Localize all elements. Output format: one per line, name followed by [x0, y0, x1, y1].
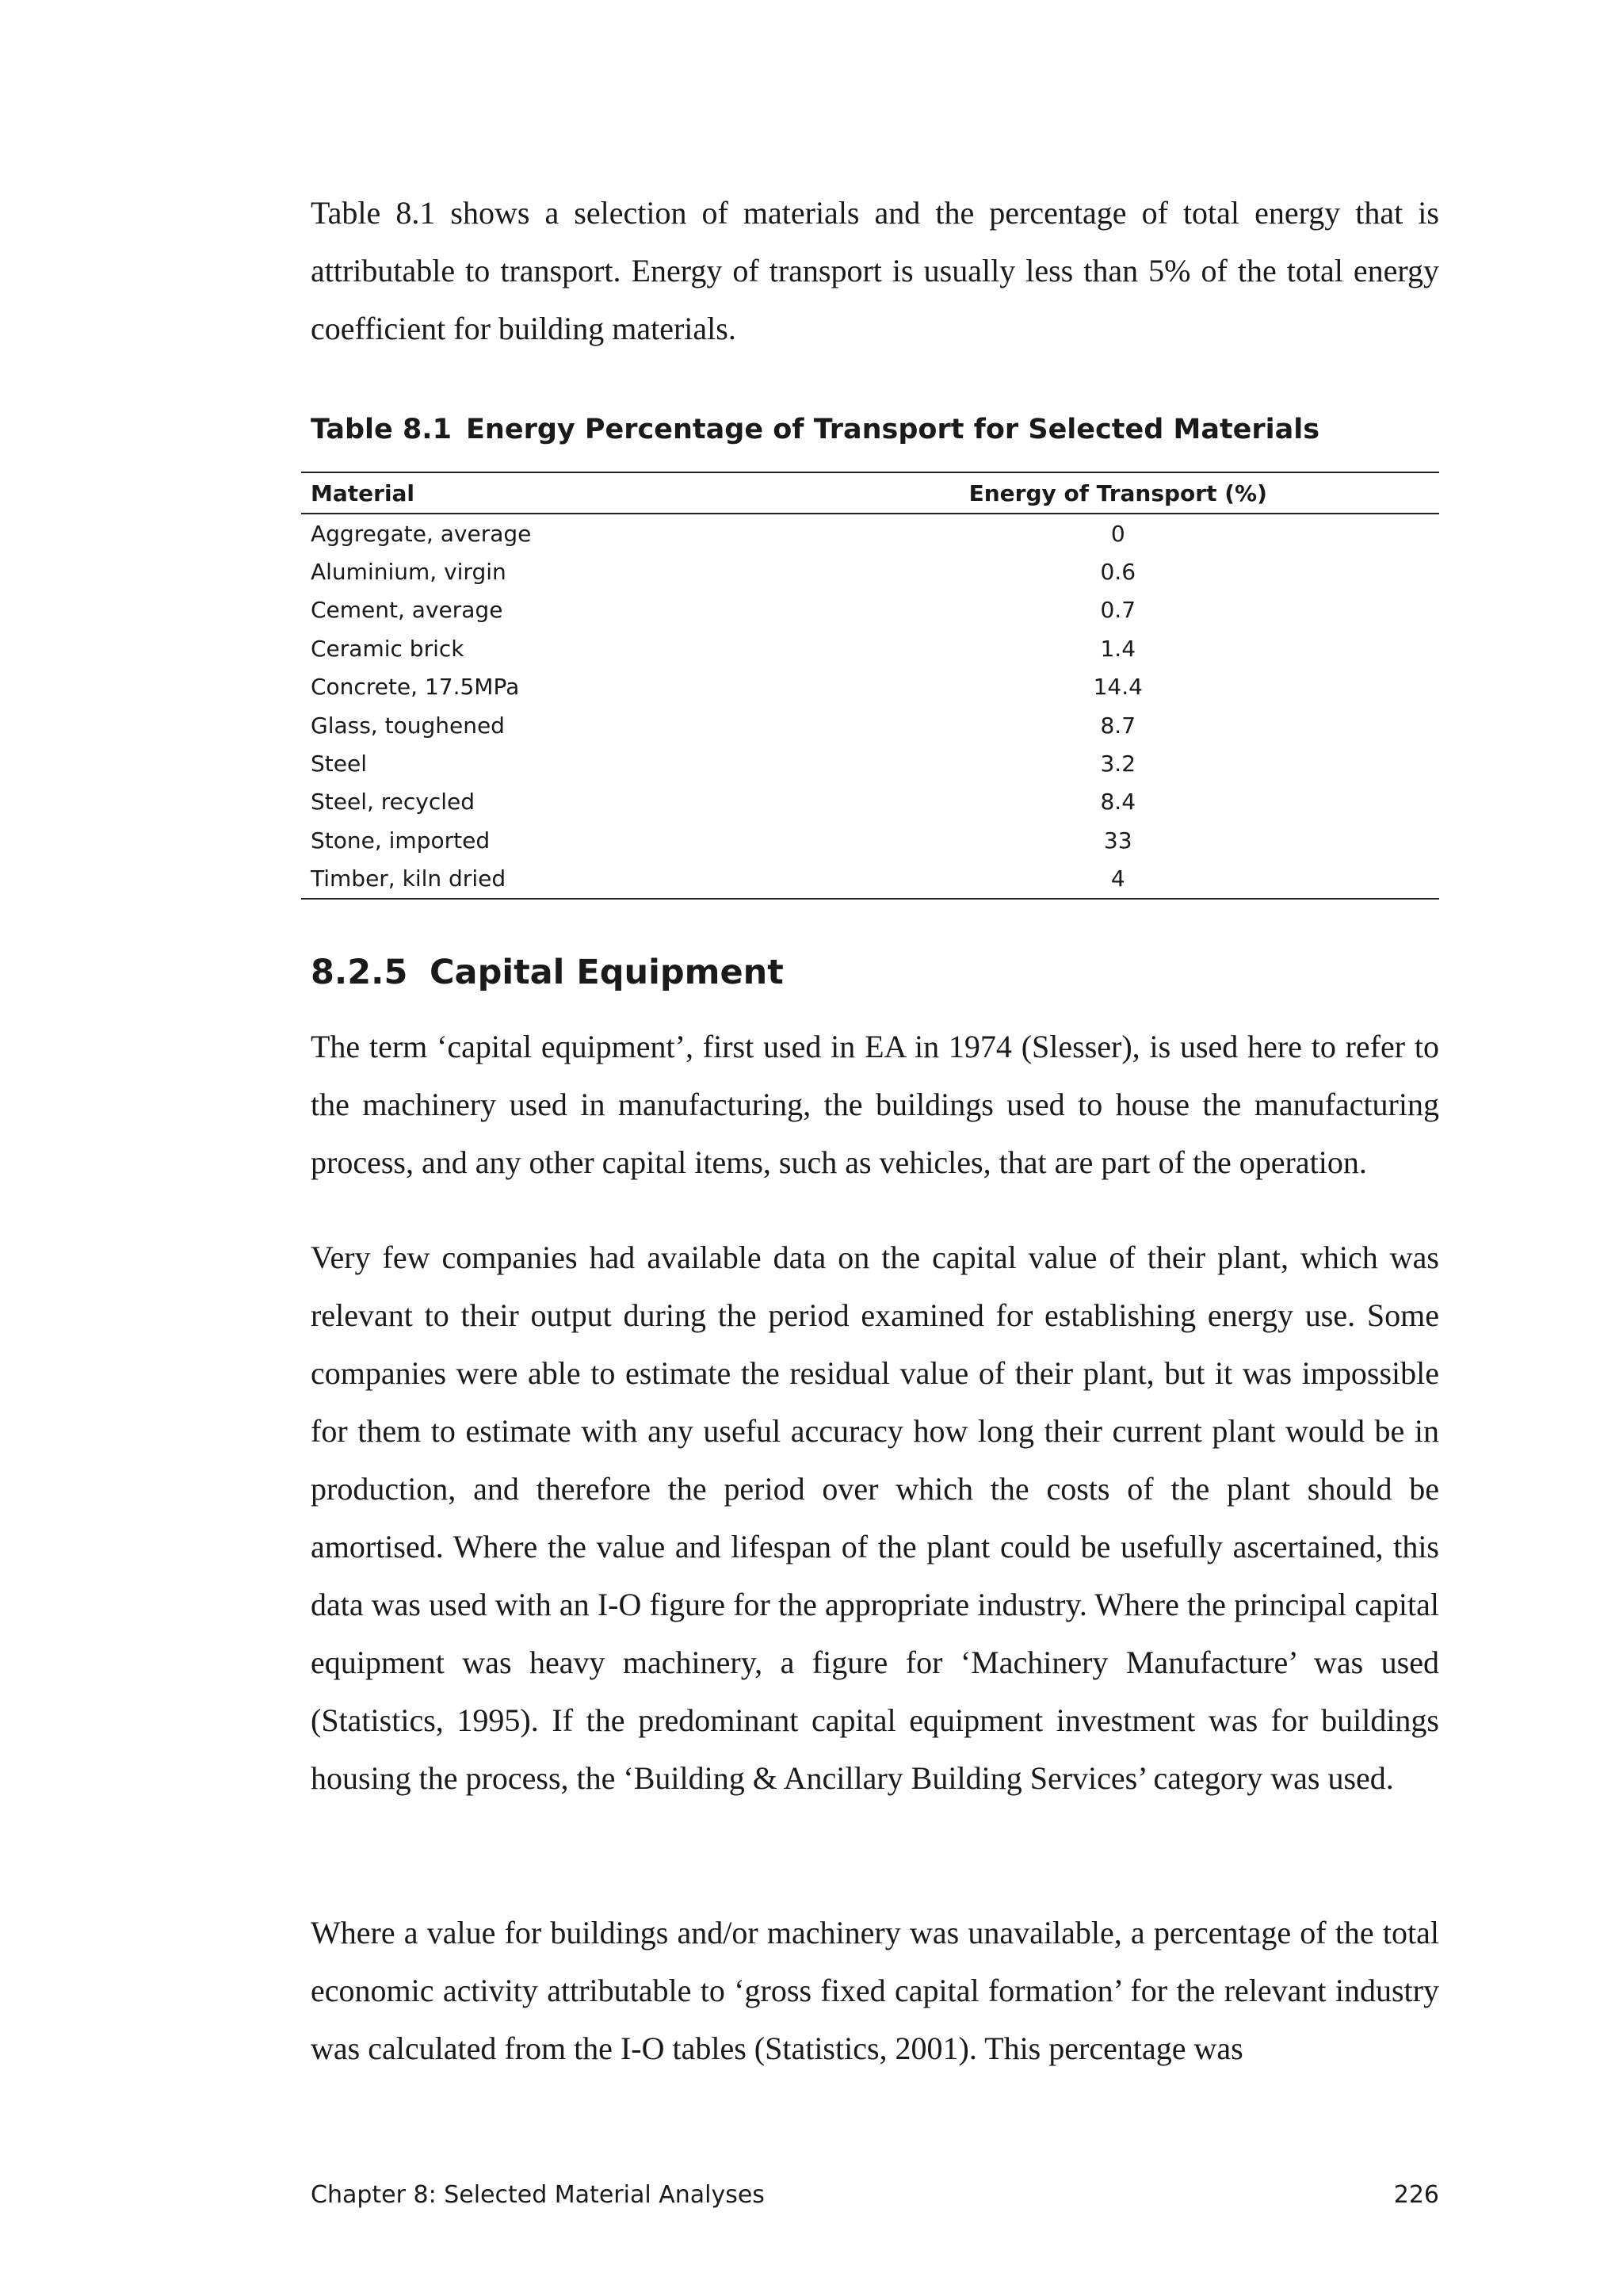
- capital-paragraph-3: Where a value for buildings and/or machinery was unavailable, a percentage of the total economic activity attributable to ‘gross fixed capital formation’ for the relevant industry was calculated from the I-O tables (Statistics, 2001). This percentage was: [311, 1915, 1439, 2066]
- material-cell: Aluminium, virgin: [311, 559, 506, 586]
- section-title: Capital Equipment: [430, 953, 784, 992]
- footer-chapter: Chapter 8: Selected Material Analyses: [311, 2181, 765, 2209]
- table-caption: [311, 414, 1319, 445]
- material-cell: Steel: [311, 751, 367, 777]
- table-row: [301, 706, 1439, 744]
- table-row: [301, 860, 1439, 899]
- value-cell: 8.4: [1100, 789, 1136, 816]
- capital-paragraph-2: Very few companies had available data on the capital value of their plant, which was relevant to their output during the period examined for establishing energy use. Some companies were able to estimate the residual value of their plant, but it was impossible for them to estimate with any useful accuracy how long their current plant would be in production, and therefore the period over which the costs of the plant should be amortised. Where the value and lifespan of the plant could be usefully ascertained, this data was used with an I-O figure for the appropriate industry. Where the principal capital equipment was heavy machinery, a figure for ‘Machinery Manufacture’ was used (Statistics, 1995). If the predominant capital equipment investment was for buildings housing the process, the ‘Building & Ancillary Building Services’ category was used.: [311, 1240, 1439, 1796]
- header-material: Material: [311, 479, 415, 506]
- table-row: [301, 744, 1439, 782]
- value-cell: 8.7: [1100, 712, 1136, 739]
- material-cell: Concrete, 17.5MPa: [311, 674, 520, 701]
- table-title: Energy Percentage of Transport for Selected Materials: [466, 414, 1320, 445]
- table-number: Table 8.1: [311, 414, 452, 445]
- table-row: [301, 668, 1439, 706]
- value-cell: 0.6: [1100, 559, 1136, 586]
- page-number: 226: [1393, 2181, 1439, 2209]
- capital-paragraph-1: The term ‘capital equipment’, first used in EA in 1974 (Slesser), is used here to refer to the machinery used in manufacturing, the buildings used to house the manufacturing process, and any other capital items, such as vehicles, that are part of the operation.: [311, 1029, 1439, 1180]
- table-row: [301, 629, 1439, 667]
- material-cell: Stone, imported: [311, 827, 491, 854]
- section-number: 8.2.5: [311, 953, 408, 992]
- material-cell: Steel, recycled: [311, 789, 475, 816]
- material-cell: Ceramic brick: [311, 635, 464, 662]
- table-row: [301, 552, 1439, 590]
- value-cell: 4: [1110, 865, 1125, 892]
- value-cell: 0.7: [1100, 597, 1136, 624]
- value-cell: 0: [1110, 520, 1125, 547]
- table-row: [301, 821, 1439, 859]
- table-header-row: [301, 472, 1439, 514]
- material-cell: Glass, toughened: [311, 712, 505, 739]
- value-cell: 1.4: [1100, 635, 1136, 662]
- table-row: [301, 783, 1439, 821]
- header-energy-of-transport: Energy of Transport (%): [968, 479, 1267, 506]
- value-cell: 3.2: [1100, 751, 1136, 777]
- material-cell: Aggregate, average: [311, 520, 532, 547]
- intro-paragraph: Table 8.1 shows a selection of materials and the percentage of total energy that is attributable to transport. Energy of transport is usually less than 5% of the total energy coefficient for building materials.: [311, 195, 1439, 346]
- material-cell: Timber, kiln dried: [311, 865, 506, 892]
- transport-energy-table: [301, 472, 1439, 900]
- material-cell: Cement, average: [311, 597, 503, 624]
- table-row: [301, 514, 1439, 552]
- table-row: [301, 591, 1439, 629]
- section-heading: [311, 953, 784, 992]
- value-cell: 14.4: [1093, 674, 1143, 701]
- value-cell: 33: [1103, 827, 1132, 854]
